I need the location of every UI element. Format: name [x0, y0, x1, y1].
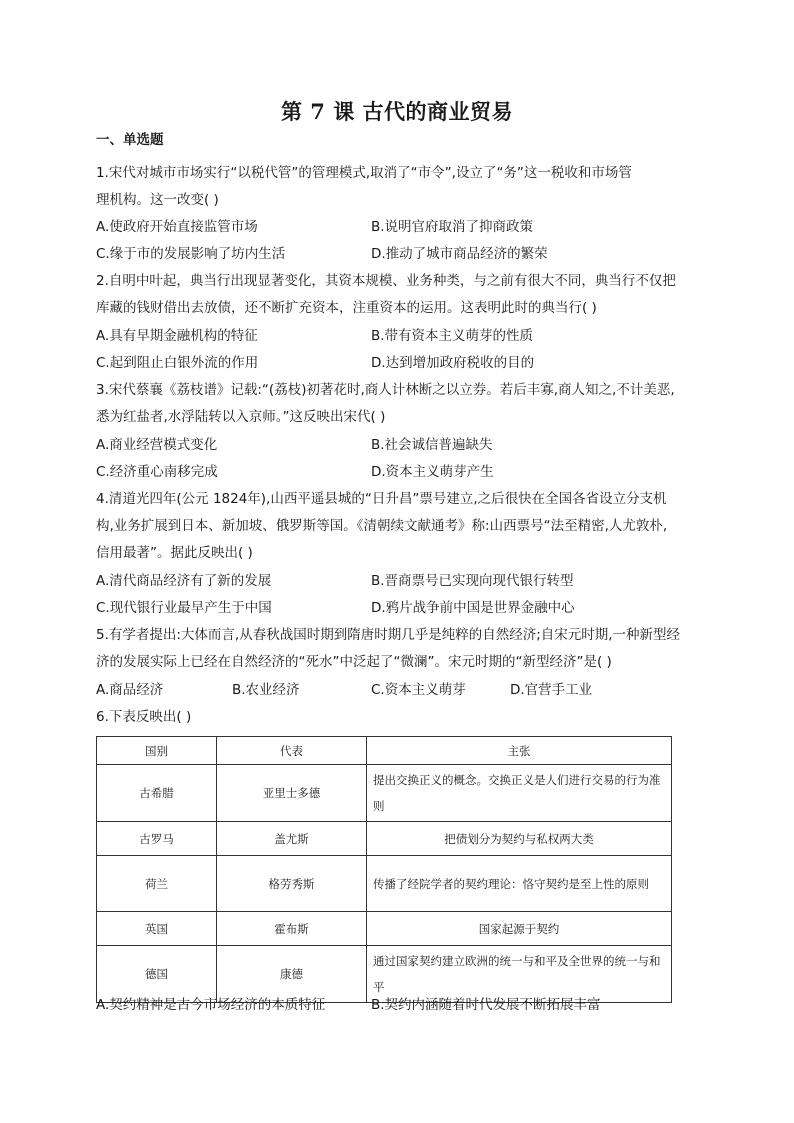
q1-stem-line-1: 1.宋代对城市市场实行“以税代管”的管理模式,取消了“市令”,设立了“务”这一税收和市场管: [96, 165, 632, 181]
q1-option-c: C.缘于市的发展影响了坊内生活: [96, 246, 286, 262]
section-heading: 一、单选题: [96, 132, 164, 148]
table-header-row: [97, 737, 672, 765]
q5-stem-line-1: 5.有学者提出:大体而言,从春秋战国时期到隋唐时期几乎是纯粹的自然经济;自宋元时期,一种新型经: [96, 627, 681, 643]
q3-option-a: A.商业经营模式变化: [96, 437, 218, 453]
q3-option-d: D.资本主义萌芽产生: [371, 464, 494, 480]
table-row: [97, 765, 672, 822]
table-row: [97, 912, 672, 946]
q5-option-b: B.农业经济: [232, 682, 300, 698]
table-cell-view-text: 传播了经院学者的契约理论：恪守契约是至上性的原则: [373, 876, 649, 891]
page-title: 第 7 课 古代的商业贸易: [280, 99, 514, 124]
table-cell-country: 古罗马: [97, 822, 217, 856]
q5-option-d: D.官营手工业: [510, 682, 593, 698]
q6-table: [96, 736, 672, 1003]
table-cell-view: [367, 912, 672, 946]
q5-stem-line-2: 济的发展实际上已经在自然经济的“死水”中泛起了“微澜”。宋元时期的“新型经济”是( ): [96, 654, 612, 670]
table-header-cell: 国别: [97, 737, 217, 765]
q2-option-b: B.带有资本主义萌芽的性质: [371, 328, 534, 344]
table-cell-view: [367, 822, 672, 856]
q4-option-c: C.现代银行业最早产生于中国: [96, 600, 272, 616]
q6-option-a: A.契约精神是古今市场经济的本质特征: [96, 997, 326, 1013]
table-cell-country: 英国: [97, 912, 217, 946]
q1-option-b: B.说明官府取消了抑商政策: [371, 219, 534, 235]
table-cell-country: 古希腊: [97, 765, 217, 822]
q1-option-a: A.使政府开始直接监管市场: [96, 219, 258, 235]
table-header-cell: 代表: [217, 737, 367, 765]
q2-option-d: D.达到增加政府税收的目的: [371, 355, 535, 371]
q3-option-b: B.社会诚信普遍缺失: [371, 437, 493, 453]
table-cell-view: [367, 946, 672, 1003]
q2-stem-line-2: 库藏的钱财借出去放债，还不断扩充资本，注重资本的运用。这表明此时的典当行( ): [96, 300, 597, 316]
q4-stem-line-1: 4.清道光四年(公元 1824年),山西平遥县城的“日升昌”票号建立,之后很快在全国各省设立分支机: [96, 491, 667, 507]
q5-option-a: A.商品经济: [96, 682, 164, 698]
table-cell-country: 德国: [97, 946, 217, 1003]
table-cell-view-text: 把债划分为契约与私权两大类: [444, 831, 594, 846]
table-cell-view-text: 通过国家契约建立欧洲的统一与和平及全世界的统一与和平: [373, 954, 661, 994]
table-cell-view-text: 提出交换正义的概念。交换正义是人们进行交易的行为准则: [373, 773, 661, 813]
q6-stem-line-1: 6.下表反映出( ): [96, 709, 192, 725]
q3-stem-line-1: 3.宋代蔡襄《荔枝谱》记载:“(荔枝)初著花时,商人计林断之以立券。若后丰寡,商人知之,不计美恶,: [96, 382, 675, 398]
q3-stem-line-2: 悉为红盐者,水浮陆转以入京师。”这反映出宋代( ): [96, 409, 386, 425]
table-cell-country: 荷兰: [97, 856, 217, 912]
table-cell-person: 亚里士多德: [217, 765, 367, 822]
table-cell-view: [367, 856, 672, 912]
q4-stem-line-2: 构,业务扩展到日本、新加坡、俄罗斯等国。《清朝续文献通考》称:山西票号“法至精密,人尤敦朴,: [96, 518, 668, 534]
q4-option-d: D.鸦片战争前中国是世界金融中心: [371, 600, 575, 616]
q3-option-c: C.经济重心南移完成: [96, 464, 218, 480]
table-cell-view: [367, 765, 672, 822]
q1-option-d: D.推动了城市商品经济的繁荣: [371, 246, 548, 262]
q4-stem-line-3: 信用最著”。据此反映出( ): [96, 545, 253, 561]
q5-option-c: C.资本主义萌芽: [371, 682, 466, 698]
q2-option-a: A.具有早期金融机构的特征: [96, 328, 258, 344]
table-cell-person: 霍布斯: [217, 912, 367, 946]
q2-option-c: C.起到阻止白银外流的作用: [96, 355, 259, 371]
q4-option-b: B.晋商票号已实现向现代银行转型: [371, 573, 574, 589]
table-cell-view-text: 国家起源于契约: [478, 921, 560, 936]
table-cell-person: 盖尤斯: [217, 822, 367, 856]
table-row: [97, 822, 672, 856]
q4-option-a: A.清代商品经济有了新的发展: [96, 573, 272, 589]
table-header-cell: 主张: [367, 737, 672, 765]
q2-stem-line-1: 2.自明中叶起，典当行出现显著变化，其资本规模、业务种类，与之前有很大不同，典当行不仅把: [96, 273, 676, 289]
table-row: [97, 946, 672, 1003]
q6-option-b: B.契约内涵随着时代发展不断拓展丰富: [371, 997, 601, 1013]
q1-stem-line-2: 理机构。这一改变( ): [96, 192, 219, 208]
table-row: [97, 856, 672, 912]
table-cell-person: 康德: [217, 946, 367, 1003]
table-cell-person: 格劳秀斯: [217, 856, 367, 912]
